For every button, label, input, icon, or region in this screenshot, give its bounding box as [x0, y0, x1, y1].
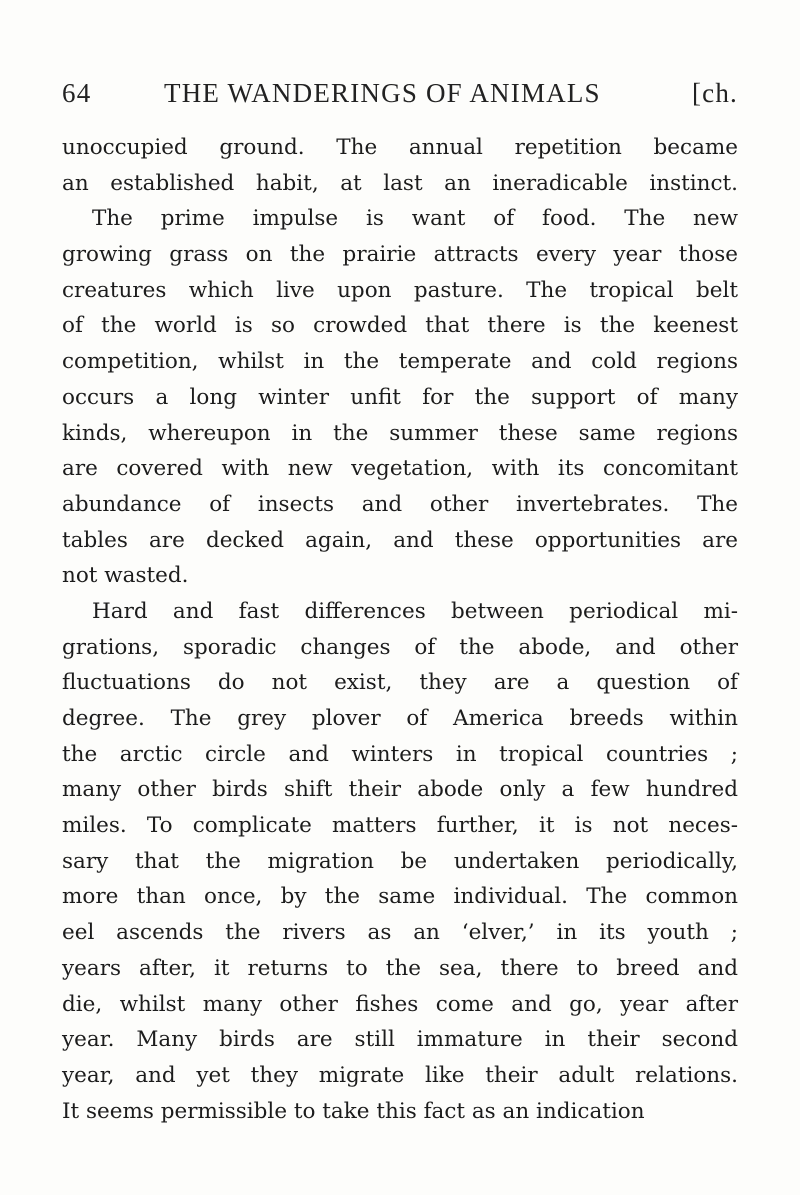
text-line: abundance of insects and other invertebrates. The	[62, 491, 738, 517]
text-line: year, and yet they migrate like their adult relations.	[62, 1062, 738, 1088]
text-line: tables are decked again, and these opportunities are	[62, 527, 738, 553]
text-line: sary that the migration be undertaken periodically,	[62, 848, 738, 874]
text-line: not wasted.	[62, 563, 189, 589]
text-line: degree. The grey plover of America breeds within	[62, 706, 738, 731]
body-text	[62, 130, 738, 1129]
text-line: growing grass on the prairie attracts every year those	[62, 242, 738, 268]
page-number: 64	[62, 78, 92, 108]
text-line: fluctuations do not exist, they are a question of	[62, 670, 738, 696]
text-line: Hard and fast differences between periodical mi-	[92, 598, 738, 624]
text-line: are covered with new vegetation, with its concomitant	[62, 456, 738, 482]
text-line: of the world is so crowded that there is the keenest	[62, 313, 738, 339]
text-line: eel ascends the rivers as an ‘elver,’ in its youth ;	[62, 920, 738, 946]
text-line: the arctic circle and winters in tropical countries ;	[62, 741, 738, 767]
running-head	[62, 78, 738, 112]
text-line: many other birds shift their abode only a few hundred	[62, 777, 738, 803]
text-line: year. Many birds are still immature in their second	[62, 1027, 738, 1053]
text-line: creatures which live upon pasture. The tropical belt	[62, 277, 738, 303]
text-line: unoccupied ground. The annual repetition became	[62, 135, 738, 160]
text-line: competition, whilst in the temperate and cold regions	[62, 349, 738, 375]
text-line: grations, sporadic changes of the abode, and other	[62, 634, 738, 660]
text-line: die, whilst many other fishes come and go, year after	[62, 991, 738, 1017]
text-line: years after, it returns to the sea, there to breed and	[62, 955, 738, 981]
text-line: an established habit, at last an ineradicable instinct.	[62, 170, 738, 196]
chapter-mark: [ch.	[691, 78, 738, 108]
text-line: occurs a long winter unfit for the support of many	[62, 384, 738, 410]
text-line: miles. To complicate matters further, it is not neces-	[62, 813, 738, 839]
text-line: kinds, whereupon in the summer these same regions	[62, 420, 738, 446]
text-line: It seems permissible to take this fact as an indication	[62, 1098, 645, 1124]
book-title: THE WANDERINGS OF ANIMALS	[164, 78, 601, 108]
text-line: more than once, by the same individual. The common	[62, 884, 738, 910]
text-line: The prime impulse is want of food. The new	[92, 206, 738, 232]
